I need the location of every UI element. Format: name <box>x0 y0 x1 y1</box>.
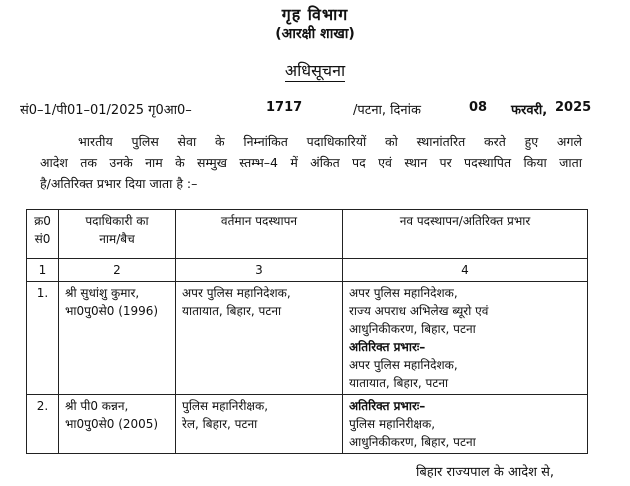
row-new-posting: अतिरिक्त प्रभारः– पुलिस महानिरीक्षक, आधुनिकीकरण, बिहार, पटना <box>343 395 588 454</box>
table-row <box>27 282 588 395</box>
notification-title <box>0 59 630 81</box>
header-new-posting: नव पदस्थापन/अतिरिक्त प्रभार <box>343 210 588 259</box>
body-paragraph <box>40 131 582 194</box>
header-serial: क्र0 सं0 <box>27 210 59 259</box>
row-serial: 1. <box>27 282 59 395</box>
reference-year: 2025 <box>555 100 592 115</box>
posting-table <box>26 209 588 454</box>
reference-place-date-label: /पटना, दिनांक <box>353 103 421 118</box>
header-current-posting: वर्तमान पदस्थापन <box>176 210 343 259</box>
additional-charge-label: अतिरिक्त प्रभारः– <box>349 399 426 413</box>
reference-number-prefix: सं0–1/पी01–01/2025 गृ0आ0– <box>20 103 192 118</box>
closing-line: बिहार राज्यपाल के आदेश से, <box>416 465 555 480</box>
additional-charge-label: अतिरिक्त प्रभारः– <box>349 340 426 354</box>
column-number: 2 <box>59 259 176 282</box>
reference-day: 08 <box>469 100 488 115</box>
row-current-posting: अपर पुलिस महानिदेशक, यातायात, बिहार, पटना <box>176 282 343 395</box>
row-current-posting: पुलिस महानिरीक्षक, रेल, बिहार, पटना <box>176 395 343 454</box>
row-new-posting: अपर पुलिस महानिदेशक, राज्य अपराध अभिलेख ब्यूरो एवं आधुनिकीकरण, बिहार, पटना अतिरिक्त प्रभारः– अपर पुलिस महानिदेशक, यातायात, बिहार, पटना <box>343 282 588 395</box>
column-number: 3 <box>176 259 343 282</box>
paragraph-line: भारतीय पुलिस सेवा के निम्नांकित पदाधिकारियों को स्थानांतरित करते हुए अगले <box>78 134 582 149</box>
row-officer-name: श्री सुधांशु कुमार, भा0पु0से0 (1996) <box>59 282 176 395</box>
row-officer-name: श्री पी0 कन्नन, भा0पु0से0 (2005) <box>59 395 176 454</box>
row-serial: 2. <box>27 395 59 454</box>
department-title: गृह विभाग <box>281 5 349 24</box>
column-number: 1 <box>27 259 59 282</box>
header-officer-name: पदाधिकारी का नाम/बैच <box>59 210 176 259</box>
column-number: 4 <box>343 259 588 282</box>
paragraph-line: आदेश तक उनके नाम के सम्मुख स्तम्भ–4 में अंकित पद एवं स्थान पर पदस्थापित किया जाता <box>40 155 582 170</box>
paragraph-line: है/अतिरिक्त प्रभार दिया जाता है :– <box>40 176 198 191</box>
column-number-row <box>27 259 588 282</box>
notification-title-text: अधिसूचना <box>284 61 346 80</box>
reference-number: 1717 <box>266 100 303 115</box>
section-subtitle: (आरक्षी शाखा) <box>275 26 355 42</box>
reference-month: फरवरी, <box>511 103 548 118</box>
table-row <box>27 395 588 454</box>
table-header-row <box>27 210 588 259</box>
